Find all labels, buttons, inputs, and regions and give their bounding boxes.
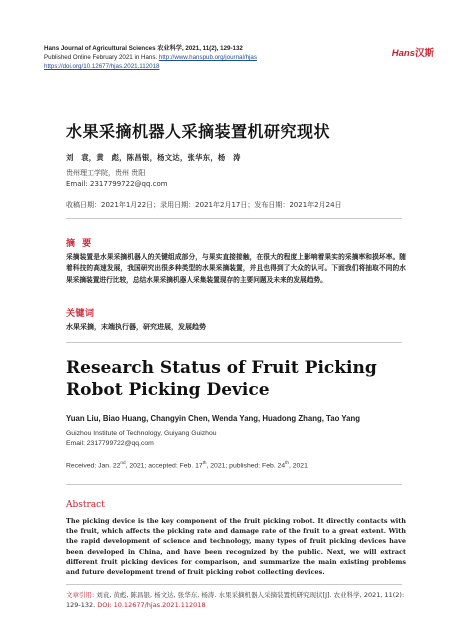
dates-cn: 收稿日期：2021年1月22日；录用日期：2021年2月17日；发布日期：2021年2月24日	[66, 201, 342, 209]
affiliation-en-line: Guizhou Institute of Technology, Guiyang Guizhou	[66, 430, 217, 437]
journal-header	[44, 44, 257, 71]
keywords-heading-cn: 关键词	[66, 309, 95, 319]
received-date: Received: Jan. 22	[66, 462, 121, 470]
citation-text: 刘袁, 黄彪, 陈昌银, 杨文达, 张华东, 杨涛. 水果采摘机器人采摘装置机研究现状[J]. 农业科学, 2021, 11(2): 129-132.	[66, 591, 405, 609]
citation-doi[interactable]: DOI: 10.12677/hjas.2021.112018	[97, 601, 206, 609]
logo-cn: 汉斯	[414, 48, 434, 59]
journal-line: Hans Journal of Agricultural Sciences 农业科学, 2021, 11(2), 129-132	[44, 45, 243, 52]
accepted-date: ; accepted: Feb. 17	[144, 462, 203, 470]
published-line	[44, 53, 257, 62]
received-year: , 2021	[125, 462, 145, 470]
dates-en	[66, 460, 308, 469]
divider	[66, 484, 402, 485]
email-cn: Email: 2317799722@qq.com	[66, 180, 168, 188]
logo-latin: Hans	[391, 48, 415, 59]
hans-logo	[392, 45, 434, 59]
abstract-cn: 采摘装置是水果采摘机器人的关键组成部分，与果实直接接触，在很大的程度上影响着果实的采摘率和损坏率。随着科技的高速发展，我国研究出很多种类型的水果采摘装置，并且也得到了大众的认可。下面我们将抽取不同的水果采摘装置进行比较，总结水果采摘机器人采集装置现存的主要问题及未来的发展趋势。	[66, 253, 406, 284]
published-year: , 2021	[288, 462, 308, 470]
accepted-year: , 2021	[206, 462, 226, 470]
published-ordinal: th	[285, 460, 289, 465]
divider	[66, 342, 402, 343]
title-cn: 水果采摘机器人采摘装置机研究现状	[66, 122, 331, 141]
title-en: Research Status of Fruit Picking Robot Picking Device	[66, 358, 377, 400]
abstract-heading-en: Abstract	[66, 500, 105, 510]
keywords-cn: 水果采摘，末端执行器，研究进展，发展趋势	[66, 323, 206, 331]
authors-cn: 刘 袁，黄 彪，陈昌银，杨文达，张华东，杨 涛	[66, 153, 241, 162]
divider	[66, 218, 402, 219]
affiliation-en	[66, 429, 217, 449]
published-date: ; published: Feb. 24	[225, 462, 286, 470]
published-prefix: Published Online February 2021 in Hans.	[44, 54, 159, 61]
email-en: Email: 2317799722@qq.com	[66, 440, 154, 447]
citation	[66, 590, 410, 610]
doi-line	[44, 62, 257, 71]
journal-url-link[interactable]: http://www.hanspub.org/journal/hjas	[158, 54, 257, 61]
abstract-heading-cn: 摘 要	[66, 239, 94, 249]
accepted-ordinal: th	[202, 460, 207, 465]
received-ordinal: nd	[120, 460, 126, 465]
authors-en: Yuan Liu, Biao Huang, Changyin Chen, Wenda Yang, Huadong Zhang, Tao Yang	[66, 414, 360, 423]
abstract-en: The picking device is the key component of the fruit picking robot. It directly contacts with the fruit, which affects the picking rate and damage rate of the fruit to a great extent. With the rapid development of science and technology, many types of fruit picking devices have been developed in China, and have been recognized by the public. Next, we will extract different fruit picking devices for comparison, and summarize the main existing problems and future development trend of fruit picking robot collecting devices.	[66, 517, 406, 577]
doi-url-link[interactable]: https://doi.org/10.12677/hjas.2021.112018	[44, 63, 160, 70]
affiliation-cn-line: 贵州理工学院，贵州 贵阳	[66, 169, 146, 177]
divider	[66, 584, 402, 585]
affiliation-cn	[66, 168, 168, 190]
citation-label: 文章引用:	[66, 591, 97, 599]
